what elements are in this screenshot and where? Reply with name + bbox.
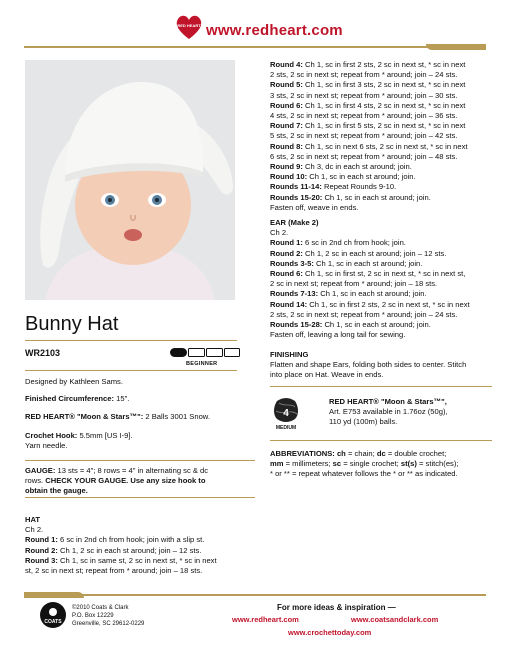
header-rule bbox=[24, 46, 486, 48]
yarn-requirement: RED HEART® "Moon & Stars™": 2 Balls 3001 Snow. bbox=[25, 412, 210, 421]
svg-text:COATS: COATS bbox=[44, 619, 62, 625]
footer-tagline: For more ideas & inspiration — bbox=[277, 603, 396, 612]
gauge-block: GAUGE: 13 sts = 4"; 8 rows = 4" in alternating sc & dc rows. CHECK YOUR GAUGE. Use any size hook to obtain the gauge. bbox=[25, 466, 209, 496]
ear-instructions: EAR (Make 2) Ch 2. Round 1: 6 sc in 2nd ch from hook; join. Round 2: Ch 1, 2 sc in each st around; join – 12 sts. Rounds 3-5: Ch 1, sc in each st around; join. Round 6: Ch 1, sc in first st, 2 sc in next st, * sc in next st, 2 sc in next st; repeat from * around; join – 18 sts. Rounds 7-13: Ch 1, sc in each st around; join. Round 14: Ch 1, sc in first 2 sts, 2 sc in next st, * sc in next 2 sts, 2 sc in next st; repeat from * around; join – 24 sts. Rounds 15-28: Ch 1, sc in each st around; join. Fasten off, leaving a long tail for sewing. bbox=[270, 218, 470, 340]
header-url-link[interactable]: www.redheart.com bbox=[206, 22, 343, 39]
finished-size: Finished Circumference: 15". bbox=[25, 394, 130, 403]
footer-link-crochettoday[interactable]: www.crochettoday.com bbox=[288, 628, 372, 637]
hat-instructions: HAT Ch 2. Round 1: 6 sc in 2nd ch from hook; join with a slip st. Round 2: Ch 1, 2 sc in each st around; join – 12 sts. Round 3: Ch 1, sc in same st, 2 sc in next st, * sc in next st, 2 sc in next st; repeat from * around; join – 18 sts. bbox=[25, 515, 217, 576]
pattern-title: Bunny Hat bbox=[25, 313, 119, 335]
code-rule bbox=[25, 370, 237, 371]
yarn-weight-label: MEDIUM bbox=[275, 425, 297, 431]
company-address: ©2010 Coats & Clark P.O. Box 12229 Greenville, SC 29612-0229 bbox=[72, 605, 145, 627]
designer-credit: Designed by Kathleen Sams. bbox=[25, 377, 123, 386]
title-rule bbox=[25, 340, 237, 341]
finishing-instructions: FINISHING Flatten and shape Ears, folding both sides to center. Stitch into place on Hat. Weave in ends. bbox=[270, 350, 467, 380]
pattern-code: WR2103 bbox=[25, 348, 61, 358]
gauge-rule-top bbox=[25, 460, 255, 461]
yarn-info: RED HEART® "Moon & Stars™", Art. E753 available in 1.76oz (50g), 110 yd (100m) balls. bbox=[329, 397, 448, 427]
footer-link-coatsandclark[interactable]: www.coatsandclark.com bbox=[351, 615, 439, 624]
coats-logo bbox=[40, 602, 66, 628]
skill-level-icon bbox=[170, 348, 240, 357]
baby-bunny-hat-photo bbox=[25, 60, 235, 300]
hat-instructions-continued: Round 4: Ch 1, sc in first 2 sts, 2 sc in next st, * sc in next 2 sts, 2 sc in next st; repeat from * around; join – 24 sts. Round 5: Ch 1, sc in first 3 sts, 2 sc in next st, * sc in next 3 sts, 2 sc in next st; repeat from * around; join – 30 sts. Round 6: Ch 1, sc in first 4 sts, 2 sc in next st, * sc in next 4 sts, 2 sc in next st; repeat from * around; join – 36 sts. Round 7: Ch 1, sc in first 5 sts, 2 sc in next st, * sc in next 5 sts, 2 sc in next st; repeat from * around; join – 42 sts. Round 8: Ch 1, sc in next 6 sts, 2 sc in next st, * sc in next 6 sts, 2 sc in next st; repeat from * around; join – 48 sts. Round 9: Ch 3, dc in each st around; join. Round 10: Ch 1, sc in each st around; join. Rounds 11-14: Repeat Rounds 9-10. Rounds 15-20: Ch 1, sc in each st around; join. Fasten off, weave in ends. bbox=[270, 60, 468, 212]
abbreviations: ABBREVIATIONS: ch = chain; dc = double crochet; mm = millimeters; sc = single crochet; st(s) = stitch(es); * or ** = repeat whatever follows the * or ** as indicated. bbox=[270, 449, 459, 479]
skill-level-label: BEGINNER bbox=[186, 361, 218, 367]
red-heart-logo[interactable] bbox=[175, 14, 203, 40]
yarn-weight-number: 4 bbox=[283, 408, 289, 419]
hook-requirement: Crochet Hook: 5.5mm [US I-9]. Yarn needle. bbox=[25, 431, 133, 451]
footer-link-redheart[interactable]: www.redheart.com bbox=[232, 615, 299, 624]
gauge-rule-bottom bbox=[25, 497, 255, 498]
footer-rule bbox=[24, 594, 486, 596]
yarn-weight-icon bbox=[271, 397, 299, 431]
yarn-rule-top bbox=[270, 386, 492, 387]
yarn-rule-bottom bbox=[270, 440, 492, 441]
logo-text: RED HEART bbox=[177, 23, 201, 28]
